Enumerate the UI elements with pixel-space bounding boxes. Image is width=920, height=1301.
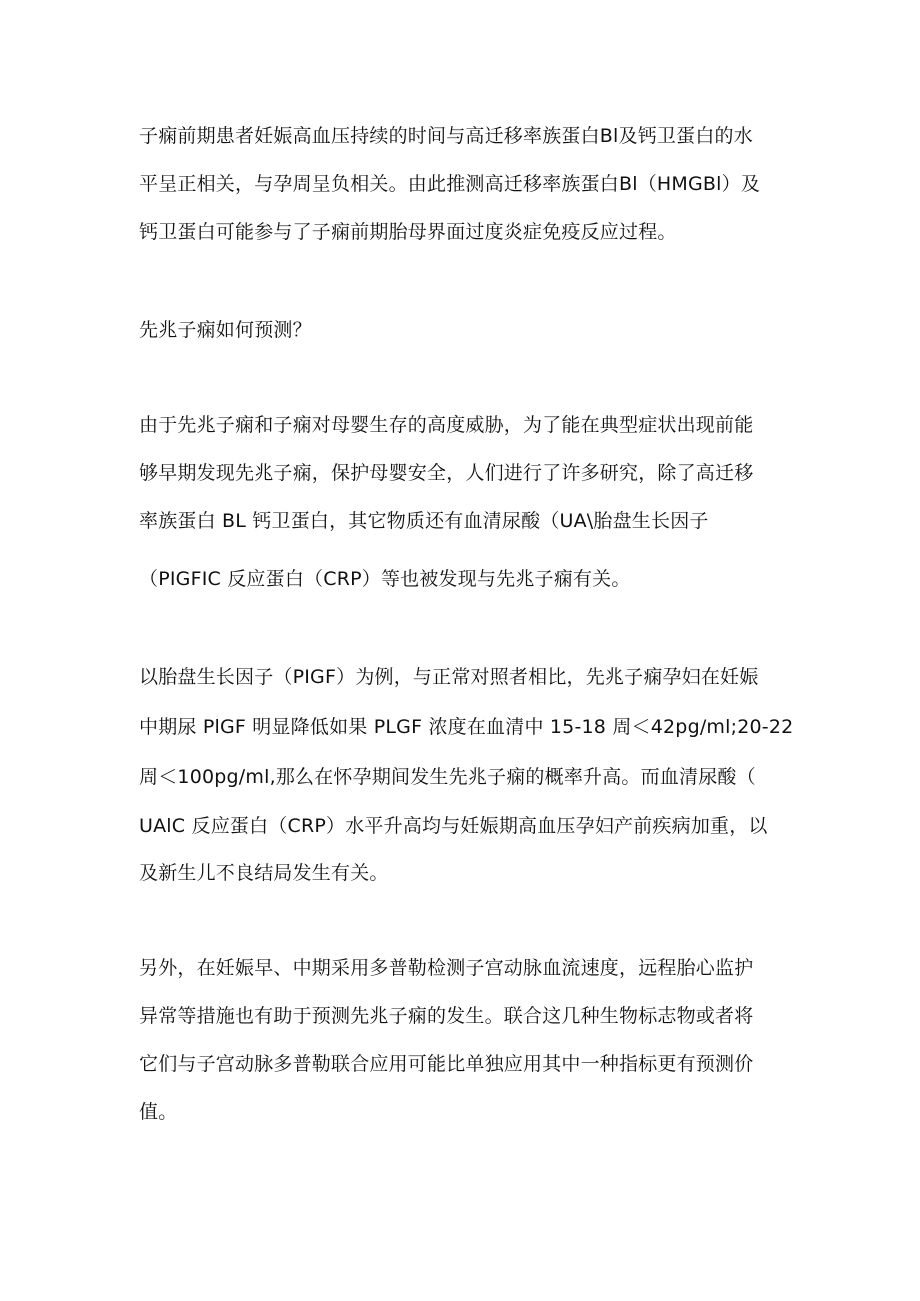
paragraph-line: （PIGFIC 反应蛋白（CRP）等也被发现与先兆子痫有关。 xyxy=(139,568,631,590)
paragraph-line: 钙卫蛋白可能参与了子痫前期胎母界面过度炎症免疫反应过程。 xyxy=(139,221,677,243)
section-heading: 先兆子痫如何预测？ xyxy=(139,319,312,341)
paragraph-line: UAlC 反应蛋白（CRP）水平升高均与妊娠期高血压孕妇产前疾病加重，以 xyxy=(139,815,768,837)
paragraph-line: 够早期发现先兆子痫，保护母婴安全，人们进行了许多研究，除了高迁移 xyxy=(139,462,754,484)
paragraph-line: 另外，在妊娠早、中期采用多普勒检测子宫动脉血流速度，远程胎心监护 xyxy=(139,957,754,979)
paragraph-line: 及新生儿不良结局发生有关。 xyxy=(139,862,389,884)
paragraph-line: 周＜100pg∕ml,那么在怀孕期间发生先兆子痫的概率升高。而血清尿酸（ xyxy=(139,766,756,788)
paragraph-line: 子痫前期患者妊娠高血压持续的时间与高迁移率族蛋白Bl及钙卫蛋白的水 xyxy=(139,125,753,147)
paragraph-line: 由于先兆子痫和子痫对母婴生存的高度威胁，为了能在典型症状出现前能 xyxy=(139,414,754,436)
paragraph-line: 中期尿 PlGF 明显降低如果 PLGF 浓度在血清中 15-18 周＜42pg/ml;20-22 xyxy=(139,716,794,738)
paragraph-line: 平呈正相关，与孕周呈负相关。由此推测高迁移率族蛋白Bl（HMGBl）及 xyxy=(139,173,761,195)
paragraph-line: 值。 xyxy=(139,1101,178,1123)
paragraph-line: 它们与子宫动脉多普勒联合应用可能比单独应用其中一种指标更有预测价 xyxy=(139,1053,754,1075)
paragraph-line: 异常等措施也有助于预测先兆子痫的发生。联合这几种生物标志物或者将 xyxy=(139,1005,754,1027)
paragraph-line: 以胎盘生长因子（PIGF）为例，与正常对照者相比，先兆子痫孕妇在妊娠 xyxy=(139,666,759,688)
paragraph-line: 率族蛋白 BL 钙卫蛋白，其它物质还有血清尿酸（UA\胎盘生长因子 xyxy=(139,510,709,532)
